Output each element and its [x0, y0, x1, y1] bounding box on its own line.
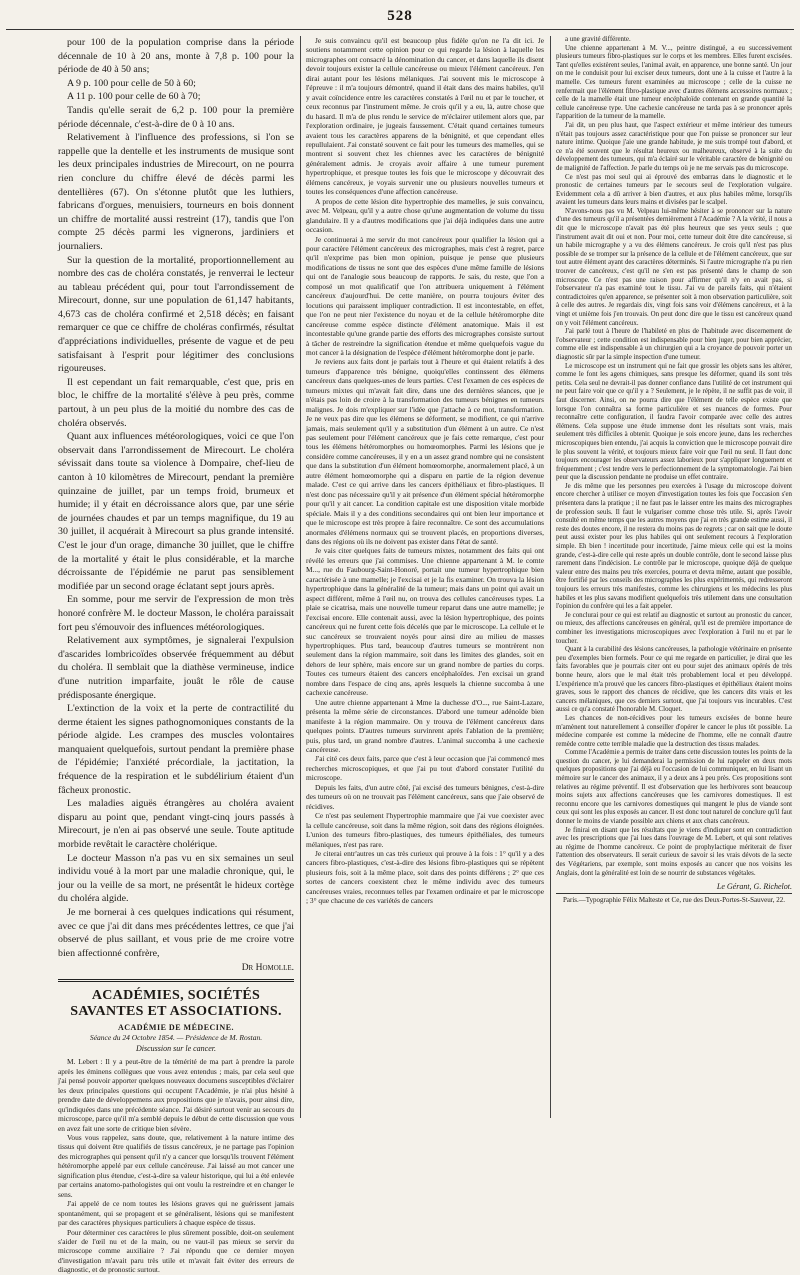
author-signature: Dr Homolle. — [241, 963, 294, 974]
paragraph: Je dis même que les personnes peu exercées à l'usage du microscope doivent encore chercher à utiliser ce moyen d'investigation toutes les fois que l'occasion s'en présentera dans la pratique ; il ne faut pas le laisser entre les mains des micrographes de profession seuls. Il faut le vulgariser comme chose très utile. Si, après l'avoir consulté en même temps que les autres moyens que j'ai en très grande estime aussi, il reste des doutes encore, il ne restera du moins pas de regrets ; car on sait que le doute peut aussi exister pour les plus habiles qui ont seulement recours à l'exploration simple. Eh bien ! incertitude pour incertitude, j'aime mieux celle qui est la moins grande, c'est-à-dire celle qui reste après un double contrôle, dont le second laisse plus rarement dans l'indécision. Le contrôle par le microscope, quoique déjà de quelque valeur entre des mains peu très exercées, pourra et devra même, autant que possible, être fortifié par les conseils des micrographes les plus expérimentés, qui redresseront toujours les erreurs très manifestes, comme les chirurgiens et les médecins les plus habiles et les plus savans modifient quelquefois très utilement dans une consultation l'opinion du confrère qui les a fait appeler. — [556, 482, 792, 611]
paragraph: Les maladies aiguës étrangères au choléra avaient disparu au point que, pendant vingt-cinq jours passés à Mirecourt, je n'en ai pas observé une seule. Toute aptitude morbide revêtait le caractère cholérique. — [58, 798, 294, 851]
paragraph: Le microscope est un instrument qui ne fait que grossir les objets sans les altérer, comme le font les agens chimiques, sans presque les déformer, quand ils sont très petits. Cela seul ne devrait-il pas donner confiance dans l'utilité de cet instrument qui ne peut faire voir que ce qu'il y a ? Seulement, je le répète, il ne suffit pas de voir, il faut discerner. Ainsi, on ne pourra dire que l'élément de telle espèce existe que lorsque l'on connaîtra sa forme particulière et ses nuances de formes. Pour reconnaître cette configuration, il faudra l'avoir comparée avec celle des autres élémens. Cela suppose une étude immense dont les résultats sont vrais, mais seulement très difficiles à obtenir. Quoique je sois encore jeune, dans les recherches microscopiques bien entendu, j'ai acquis la conviction que le microscope pouvait dire le plus souvent la vérité, et toujours mieux faire voir que l'œil nu seul. Il faut donc toujours encourager les observateurs assez laborieux pour s'appliquer longuement et fréquemment ; c'est tendre vers le perfectionnement de la symptomatologie. J'ai bien peur que la discussion pendante ne produise un effet contraire. — [556, 362, 792, 482]
paragraph: Il est cependant un fait remarquable, c'est que, pris en bloc, le chiffre de la mortalité s'élève à peu près, comme partout, à un peu plus de la moitié du nombre des cas de choléra observés. — [58, 376, 294, 429]
paragraph: Une chienne appartenant à M. V..., peintre distingué, a eu successivement plusieurs tumeurs fibro-plastiques sur le corps et les membres. Elles furent excisées. Tant qu'elles existèrent seules, l'animal avait, en apparence, une bonne santé. Un jour on me le conduisit pour lui exciser deux tumeurs, dont une à la cuisse et l'autre à la mamelle. Ces tumeurs furent examinées au microscope ; celle de la cuisse ne renfermait que l'élément fibro-plastique avec d'autres élémens accessoires normaux ; celle de la mamelle était une tumeur encéphaloïde contenant en grande quantité la cellule cancéreuse type. Une cachexie cancéreuse ne tarda pas à se prononcer après l'apparition de la tumeur de la mamelle. — [556, 44, 792, 121]
paragraph: M. Lebert : Il y a peut-être de la témérité de ma part à prendre la parole après les éminens collègues que vous avez entendus ; mais, par cela seul que j'ai pensé pouvoir apporter quelques nouveaux documens susceptibles d'éclairer les deux principales questions qui occupent l'Académie, je n'ai plus hésité à prendre date de développemens aux propositions que je n'avais, pour ainsi dire, qu'indiquées dans une précédente séance. J'ai désiré surtout venir au secours du microscope, parce qu'il m'a semblé depuis le début de cette discussion que vous en avez fait une sorte de critique bien sévère. — [58, 1057, 294, 1133]
paragraph: Je vais citer quelques faits de tumeurs mixtes, notamment des faits qui ont révélé les erreurs que j'ai commises. Une chienne appartenant à M. le comte M..., rue du Faubourg-Saint-Honoré, portait une tumeur hypertrophique bien caractérisée à une mamelle; je l'excisai et je la fis examiner. On trouva la lésion hypertrophique dans la généralité de la tumeur; mais dans un point qui avait un aspect différent, même à l'œil nu, on trouva des cellules cancéreuses types. La plaie se cicatrisa, mais une nouvelle tumeur reparut dans une autre mamelle; je l'excisai encore. Elle contenait aussi, avec la lésion hypertrophique, des points cancéreux qui ne furent cette fois décelés que par le microscope. La cellule et le suc cancéreux se trouvaient noyés pour ainsi dire au milieu de masses hypertrophiques. Plus tard, beaucoup d'autres tumeurs se montrèrent non seulement dans la région mammaire, soit dans les limites des glandes, soit en dehors de leur sphère, mais encore sur un grand nombre de parties du corps. Toutes ces tumeurs étaient des cancers encéphaloïdes. J'en excisai un grand nombre dans l'espace de cinq ans, après lesquels la chienne succomba à une cachexie cancéreuse. — [306, 546, 544, 698]
paragraph: a une gravité différente. — [565, 36, 631, 43]
paragraph: Je suis convaincu qu'il est beaucoup plus fidèle qu'on ne l'a dit ici. Je soutiens notamment cette opinion pour ce qui regarde la lésion à laquelle les micrographes ont consacré la dénomination du cancer, et dans laquelle ils disent devoir toujours exister la cellule cancéreuse ou mieux l'élément cancéreux. J'en dirai autant pour les lésions mélaniques. J'ai souvent mis le microscope à l'épreuve : il m'a toujours démontré, quand il était dans des mains habiles, qu'il y avait coïncidence entre les caractères constatés à l'œil nu et par le toucher, et ceux reconnus par l'instrument même. Je crois qu'il y a eu, là, autre chose que du hasard. Il m'a de plus rendu le service de m'éclairer utilement alors que, par l'exploration ordinaire, je jugeais faussement. C'était quand certaines tumeurs avaient tous les caractères apparens de la bénignité, et que cependant elles repullulaient. J'ai constaté souvent ce fait pour les tumeurs des mamelles, qui se montrent si souvent chez les chiennes avec les caractères de bénignité généralement admis. Je croyais avoir affaire à une tumeur purement hypertrophique, et presque toutes les fois que le microscope y découvrait des élémens cancéreux, je voyais survenir une ou plusieurs nouvelles tumeurs et toutes les conséquences d'une affection cancéreuse. — [306, 36, 544, 197]
paragraph: En somme, pour me servir de l'expression de mon très honoré confrère M. le docteur Masson, le choléra paraissait fort peu s'émouvoir des influences météorologiques. — [58, 594, 294, 633]
paragraph: Je citerai entr'autres un cas très curieux qui prouve à la fois : 1° qu'il y a des cancers fibro-plastiques, c'est-à-dire des lésions fibro-plastiques qui se répètent plusieurs fois, soit à la même place, soit dans des points différens ; 2° que ces sortes de cancers coexistent chez le même individu avec des tumeurs cancéreuses vraies, reconnues telles par l'examen ordinaire et par le microscope ; 3° que chacune de ces variétés de cancers — [306, 848, 544, 906]
paragraph: A 9 p. 100 pour celle de 50 à 60; — [67, 77, 196, 89]
column-left — [58, 36, 294, 1275]
paragraph: Ce n'est pas seulement l'hypertrophie mammaire que j'ai vue coexister avec la cellule cancéreuse, soit dans la même région, soit dans des régions éloignées. L'union des tumeurs fibro-plastiques, des tumeurs épithéliales, des tumeurs mélaniques, n'est pas rare. — [306, 811, 544, 849]
paragraph: Relativement à l'influence des professions, si l'on se rappelle que la dentelle et les instruments de musique sont les deux principales industries de Mirecourt, on ne pourra rien conclure du chiffre élevé de décès parmi les dentellières (67). On s'étonne plutôt que les luthiers, fabricans d'orgues, menuisiers, tourneurs en bois donnent un chiffre de mortalité aussi restreint (17), tandis que l'on compte 25 décès parmi les vignerons, jardiniers et journaliers. — [58, 132, 294, 252]
academy-name: ACADÉMIE DE MÉDECINE. — [117, 1023, 235, 1033]
paragraph: Les chances de non-récidives pour les tumeurs excisées de bonne heure m'amènent tout naturellement à conseiller d'opérer le cancer le plus tôt possible. La médecine comparée est comme la médecine de l'homme, elle ne connaît d'autre remède contre cette terrible maladie que la destruction des tissus malades. — [556, 714, 792, 748]
paragraph: Je me bornerai à ces quelques indications qui résument, avec ce que j'ai dit dans mes précédentes lettres, ce que j'ai observé de plus saillant, et vous prie de me croire votre bien affectionné confrère, — [58, 907, 294, 959]
paragraph: Le docteur Masson n'a pas vu en six semaines un seul individu voué à la mort par une maladie chronique, qui, le jour ou la veille de sa mort, ne présentât le hideux cortège du choléra algide. — [58, 852, 294, 905]
column-separator — [550, 36, 551, 1118]
paragraph: Je reviens aux faits dont je parlais tout à l'heure et qui étaient relatifs à des tumeurs d'apparence très bénigne, quoiqu'elles continssent des élémens cancéreux dans quelques-unes de leurs parties. C'est l'examen de ces espèces de tumeurs mixtes qui m'avait fait dire, dans une des dernières séances, que je n'étais pas loin de croire à la transformation des tumeurs bénignes en tumeurs malignes. Je dois m'expliquer sur l'idée que j'attache à ce mot, transformation. Je ne veux pas dire que les élémens se déforment, se modifient, ce qui n'arrive jamais, mais seulement qu'il y a substitution d'un élément à un autre. Ce n'est pas seulement pour l'élément cancéreux que je fais cette remarque, c'est pour tous les élémens hétéromorphes ou homœomorphes. Parmi les lésions que je considère comme cancéreuses, il y en a un assez grand nombre qui ne consistent que dans la substitution d'un élément homœomorphe, anormalement placé, à un autre élément homœomorphe qui a disparu en partie de la région devenue malade. C'est ce qui arrive dans les cancers épithéliaux et fibro-plastiques. Il n'est donc pas nécessaire qu'il y ait présence d'un élément spécial hétéromorphe pour qu'il y ait cancer. La condition capitale est une disposition vitale morbide spéciale. Mais il y a des conditions secondaires qui ont bien leur importance et que le microscope est très propre à faire reconnaître. Ce sont des accumulations anormales d'élémens normaux qui se trouvent placés, en proportions diverses, dans des régions où ils ne doivent pas exister dans l'état de santé. — [306, 357, 544, 547]
paragraph: Je conclurai pour ce qui est relatif au diagnostic et surtout au pronostic du cancer, ou mieux, des affections cancéreuses en général, qu'il est de première importance de combiner les investigations microscopiques avec l'exploration à l'œil nu et par le toucher. — [556, 611, 792, 645]
printer-imprint: Paris.—Typographie Félix Malteste et Ce, rue des Deux-Portes-St-Sauveur, 22. — [562, 896, 786, 905]
paragraph: Quant à la curabilité des lésions cancéreuses, la pathologie vétérinaire en présente peu d'exemples bien formels. Pour ce qui me regarde en particulier, je dirai que les faits favorables que je pourrais citer ont eu pour sujet des animaux opérés de très bonne heure, alors que le mal était très probablement local et peu développé. L'expérience m'a prouvé que les cancers fibro-plastiques et épithéliaux étaient moins graves, sous le rapport des chances de récidive, que les cancers dits vrais et les cancers mélaniques, que ces derniers surtout, que j'ai toujours vus incurables. C'est aussi ce qu'a constaté l'honorable M. Cloquet. — [556, 646, 792, 714]
gerant-signature: Le Gérant, G. Richelot. — [716, 882, 792, 892]
paragraph: J'ai cité ces deux faits, parce que c'est à leur occasion que j'ai commencé mes recherches microscopiques, et que j'ai pu tout d'abord constater l'utilité du microscope. — [306, 754, 544, 783]
paragraph: L'extinction de la voix et la perte de contractilité du derme étaient les signes pathognomoniques constants de la période algide. Les crampes des muscles volontaires manquaient quelquefois, surtout pendant la première phase de l'épidémie; l'anxiété précordiale, la jactitation, la fréquence de la respiration et le subdélirium étaient d'un fâcheux pronostic. — [58, 703, 294, 796]
paragraph: Sur la question de la mortalité, proportionnellement au nombre des cas de choléra constatés, je renverrai le lecteur au tableau précédent qui, pour tout l'arrondissement de Mirecourt, donne, sur une population de 61,147 habitants, 4,673 cas de choléra confirmé et 2,518 décès; en faisant remarquer ce que ce chiffre de choléras confirmés, résultat d'appréciations individuelles, présente de vague et de peu satisfaisant à l'esprit pour légitimer des conclusions rigoureuses. — [58, 254, 294, 375]
paragraph: Comme l'Académie a permis de traiter dans cette discussion toutes les points de la question du cancer, je lui demanderai la permission de lui rappeler en deux mots quelques propositions que j'ai déjà eu l'occasion de lui communiquer, en lui lisant un mémoire sur le cancer des animaux, il y a deux ans à peu près. Ces propositions sont relatives au régime préventif. Il est d'observation que les herbivores sont beaucoup moins sujets aux affections cancéreuses que les carnivores domestiques. Il est reconnu encore que les carnivores domestiques qui mangent le plus de viande sont ceux qui sont les plus exposés au cancer. Il est donc tout naturel de conclure qu'il faut donner le moins de viande possible aux chiens et aux chats cancéreux. — [556, 749, 792, 826]
paragraph: Une autre chienne appartenant à Mme la duchesse d'O..., rue Saint-Lazare, présenta la même série de circonstances. D'abord une tumeur adénoïde bien manifeste à la région mammaire. On y trouva de l'élément cancéreux dans quelques points. D'autres tumeurs survinrent après l'ablation de la première; puis, plus tard, un grand nombre d'autres. L'animal succomba à une cachexie cancéreuse. — [306, 697, 544, 754]
paragraph: Je finirai en disant que les résultats que je viens d'indiquer sont en contradiction avec les prescriptions que j'ai lues dans l'ouvrage de M. Lebert, et qui sont relatives au régime de l'homme cancéreux. Ce point de prophylactique mériterait de fixer l'attention des observateurs. Il serait curieux de savoir si les vrais dévots de la secte des Végétariens, par exemple, sont moins exposés au cancer que nos voisins les Anglais, dont la généralité est loin de se nourrir de substances végétales. — [556, 826, 792, 877]
discussion-topic: Discussion sur le cancer. — [136, 1044, 216, 1054]
paragraph: Quant aux influences météorologiques, voici ce que l'on observait dans l'arrondissement de Mirecourt. Le choléra sévissait dans toute sa violence à Dompaire, chef-lieu de canton à 10 kilomètres de Mirecourt, pendant la première quinzaine de juillet, par un temps froid, brumeux et humide; il y était en décroissance alors que, par une série de journées chaudes et par un temps magnifique, du 19 au 30 juillet, il acquérait à Mirecourt sa plus grande intensité. C'est le jour d'un orage, dimanche 30 juillet, que le chiffre de la mortalité y était le plus considérable, et la marche décroissante de l'épidémie ne parut pas sensiblement modifiée par un second orage éclatant sept jours après. — [58, 431, 294, 592]
imprint-rule — [556, 893, 792, 894]
paragraph: J'ai parlé tout à l'heure de l'habileté en plus de l'habitude avec discernement de l'observateur ; cette condition est indispensable pour bien juger, pour bien apprécier, comme elle est indispensable à un chirurgien qui a la croyance de pouvoir porter un diagnostic sûr par la simple inspection d'une tumeur. — [556, 328, 792, 361]
article-continuation — [556, 36, 792, 878]
page-number: 528 — [387, 8, 413, 24]
paragraph: A propos de cette lésion dite hypertrophie des mamelles, je suis convaincu, avec M. Velpeau, qu'il y a autre chose qu'une augmentation de volume du tissu glandulaire. Il y a d'autres modifications que j'ai déjà indiquées dans une autre occasion. — [306, 196, 544, 235]
paragraph: A 11 p. 100 pour celle de 60 à 70; — [67, 91, 201, 103]
section-title: ACADÉMIES, SOCIÉTÉS SAVANTES ET ASSOCIATIONS. — [70, 988, 282, 1020]
paragraph: J'ai appelé de ce nom toutes les lésions graves qui ne guérissent jamais spontanément, qui se propagent et se généralisent, lésions qui se manifestent par des caractères physiques particuliers à chaque espèce de tissus. — [58, 1199, 294, 1228]
paragraph: Ce n'est pas moi seul qui ai éprouvé des embarras dans le diagnostic et le pronostic de certaines tumeurs par le secours seul de l'exploration vulgaire. Evidemment cela a dû arriver à bien d'autres, et aux plus habiles même, lorsqu'ils avaient les tumeurs dans leurs mains et divisées par le scalpel. — [556, 173, 792, 207]
paragraph: pour 100 de la population comprise dans la période décennale de 10 à 20 ans, monte à 7,8 p. 100 pour la période de 40 à 50 ans; — [58, 37, 294, 76]
academy-report — [58, 1057, 294, 1274]
paragraph: J'ai dit, un peu plus haut, que l'aspect extérieur et même intérieur des tumeurs n'était pas toujours assez caractéristique pour que l'on puisse se prononcer sur leur nature intime. Quoique j'aie une grande habitude, je me suis trompé tout d'abord, et ce n'a été souvent que le résultat heureux ou malheureux, observé à la suite du développement des tumeurs, qui m'a éclairé sur le véritable caractère de bénignité ou de malignité de l'affection. Je parle du temps où je ne me servais pas du microscope. — [556, 121, 792, 172]
paragraph: Depuis les faits, d'un autre côté, j'ai excisé des tumeurs bénignes, c'est-à-dire des tumeurs où on ne trouvait pas l'élément cancéreux, sans que j'aie observé de récidives. — [306, 782, 544, 811]
header-rule — [6, 29, 794, 30]
meeting-date: Séance du 24 Octobre 1854. — Présidence de M. Rostan. — [89, 1033, 263, 1043]
paragraph: Je continuerai à me servir du mot cancéreux pour qualifier la lésion qui a pour caractère l'élément cancéreux des micrographes, mais c'est à regret, parce qu'il n'exprime pas bien mon opinion, puisque je pense que plusieurs modifications de tissus ne sont que des espèces d'une même famille de lésions qui ont de l'analogie sous beaucoup de rapports. Je sais, du reste, que l'on a composé un mot qualificatif que l'on attribuera uniquement à l'élément cancéreux d'aujourd'hui. De cette manière, on pourra toujours éviter des locutions qui paraissent impliquer contradiction. Il est incontestable, en effet, que l'on ne peut nier l'existence du noyau et de la cellule hétéromorphe dite cancéreuse comme espèce distincte d'élément anatomique. Mais il est incontestable qu'une grande partie des efforts des micrographes consiste surtout à tâcher de restreindre la signification étendue et même quelquefois vague du mot cancer à la désignation de l'espèce d'élément hétéromorphe dont je parle. — [306, 234, 544, 357]
article-stats — [58, 36, 294, 960]
paragraph: Tandis qu'elle serait de 6,2 p. 100 pour la première période décennale, c'est-à-dire de 0 à 10 ans. — [58, 104, 294, 130]
column-separator — [300, 36, 301, 1118]
paragraph: N'avons-nous pas vu M. Velpeau lui-même hésiter à se prononcer sur la nature d'une des tumeurs qu'il a présentées dernièrement à l'Académie ? A la vérité, il nous a dit que le microscope n'avait pas été plus heureux que ses yeux seuls ; que l'instrument avait dit oui et non. Pour moi, cette tumeur doit être dite cancéreuse, si un habile micrographe y a vu des élémens cancéreux. Je crois qu'il n'est pas plus possible de se tromper sur la présence de la cellule et de l'élément cancéreux, que sur tout autre élément ayant des caractères déterminés. Si l'autre micrographe n'a pu rien trouver de cancéreux, c'est qu'il ne s'en est pas présenté dans le champ de son microscope. Ce n'est pas une raison pour affirmer qu'il n'y en avait pas, si l'observateur n'a pas examiné tout le tissu. J'ai vu de pareils faits, qui n'étaient contradictoires qu'en apparence, se présenter soit à mon observation particulière, soit à celle des autres. Je regardais dix, vingt fois sans voir d'élémens cancéreux, et à la vingt et unième fois j'en trouvais. On peut donc dire que le tissu est cancéreux quand on y voit l'élément cancéreux. — [556, 207, 792, 327]
section-divider — [58, 979, 294, 982]
paragraph: Pour déterminer ces caractères le plus sûrement possible, doit-on seulement s'aider de l'œil nu et de la main, ou ne vaut-il pas mieux se servir du microscope comme auxiliaire ? J'ai répondu que ce dernier moyen d'investigation m'avait paru très utile et m'avait fait éviter des erreurs de diagnostic, et de pronostic surtout. — [58, 1227, 294, 1275]
column-middle — [306, 36, 544, 1114]
paragraph: Relativement aux symptômes, je signalerai l'expulsion d'ascarides lombricoïdes observée fréquemment au début du choléra. Il semblait que la diathèse vermineuse, indice d'une nutrition imparfaite, jouât le rôle de cause prédisposante énergique. — [58, 635, 294, 701]
column-right — [556, 36, 792, 1114]
paragraph: Vous vous rappelez, sans doute, que, relativement à la nature intime des tissus qui doivent être qualifiés de tissus cancéreux, je ne partage pas l'opinion des micrographes qui pensent qu'il n'y a cancer que lorsqu'ils trouvent l'élément hétéromorphe appelé par eux cellule cancéreuse. J'ai laissé au mot cancer une signification plus étendue, c'est-à-dire sa valeur historique, qui lui a été enlevée par certains anatomo-pathologistes qui ont voulu la restreindre et en changer le sens. — [58, 1133, 294, 1199]
